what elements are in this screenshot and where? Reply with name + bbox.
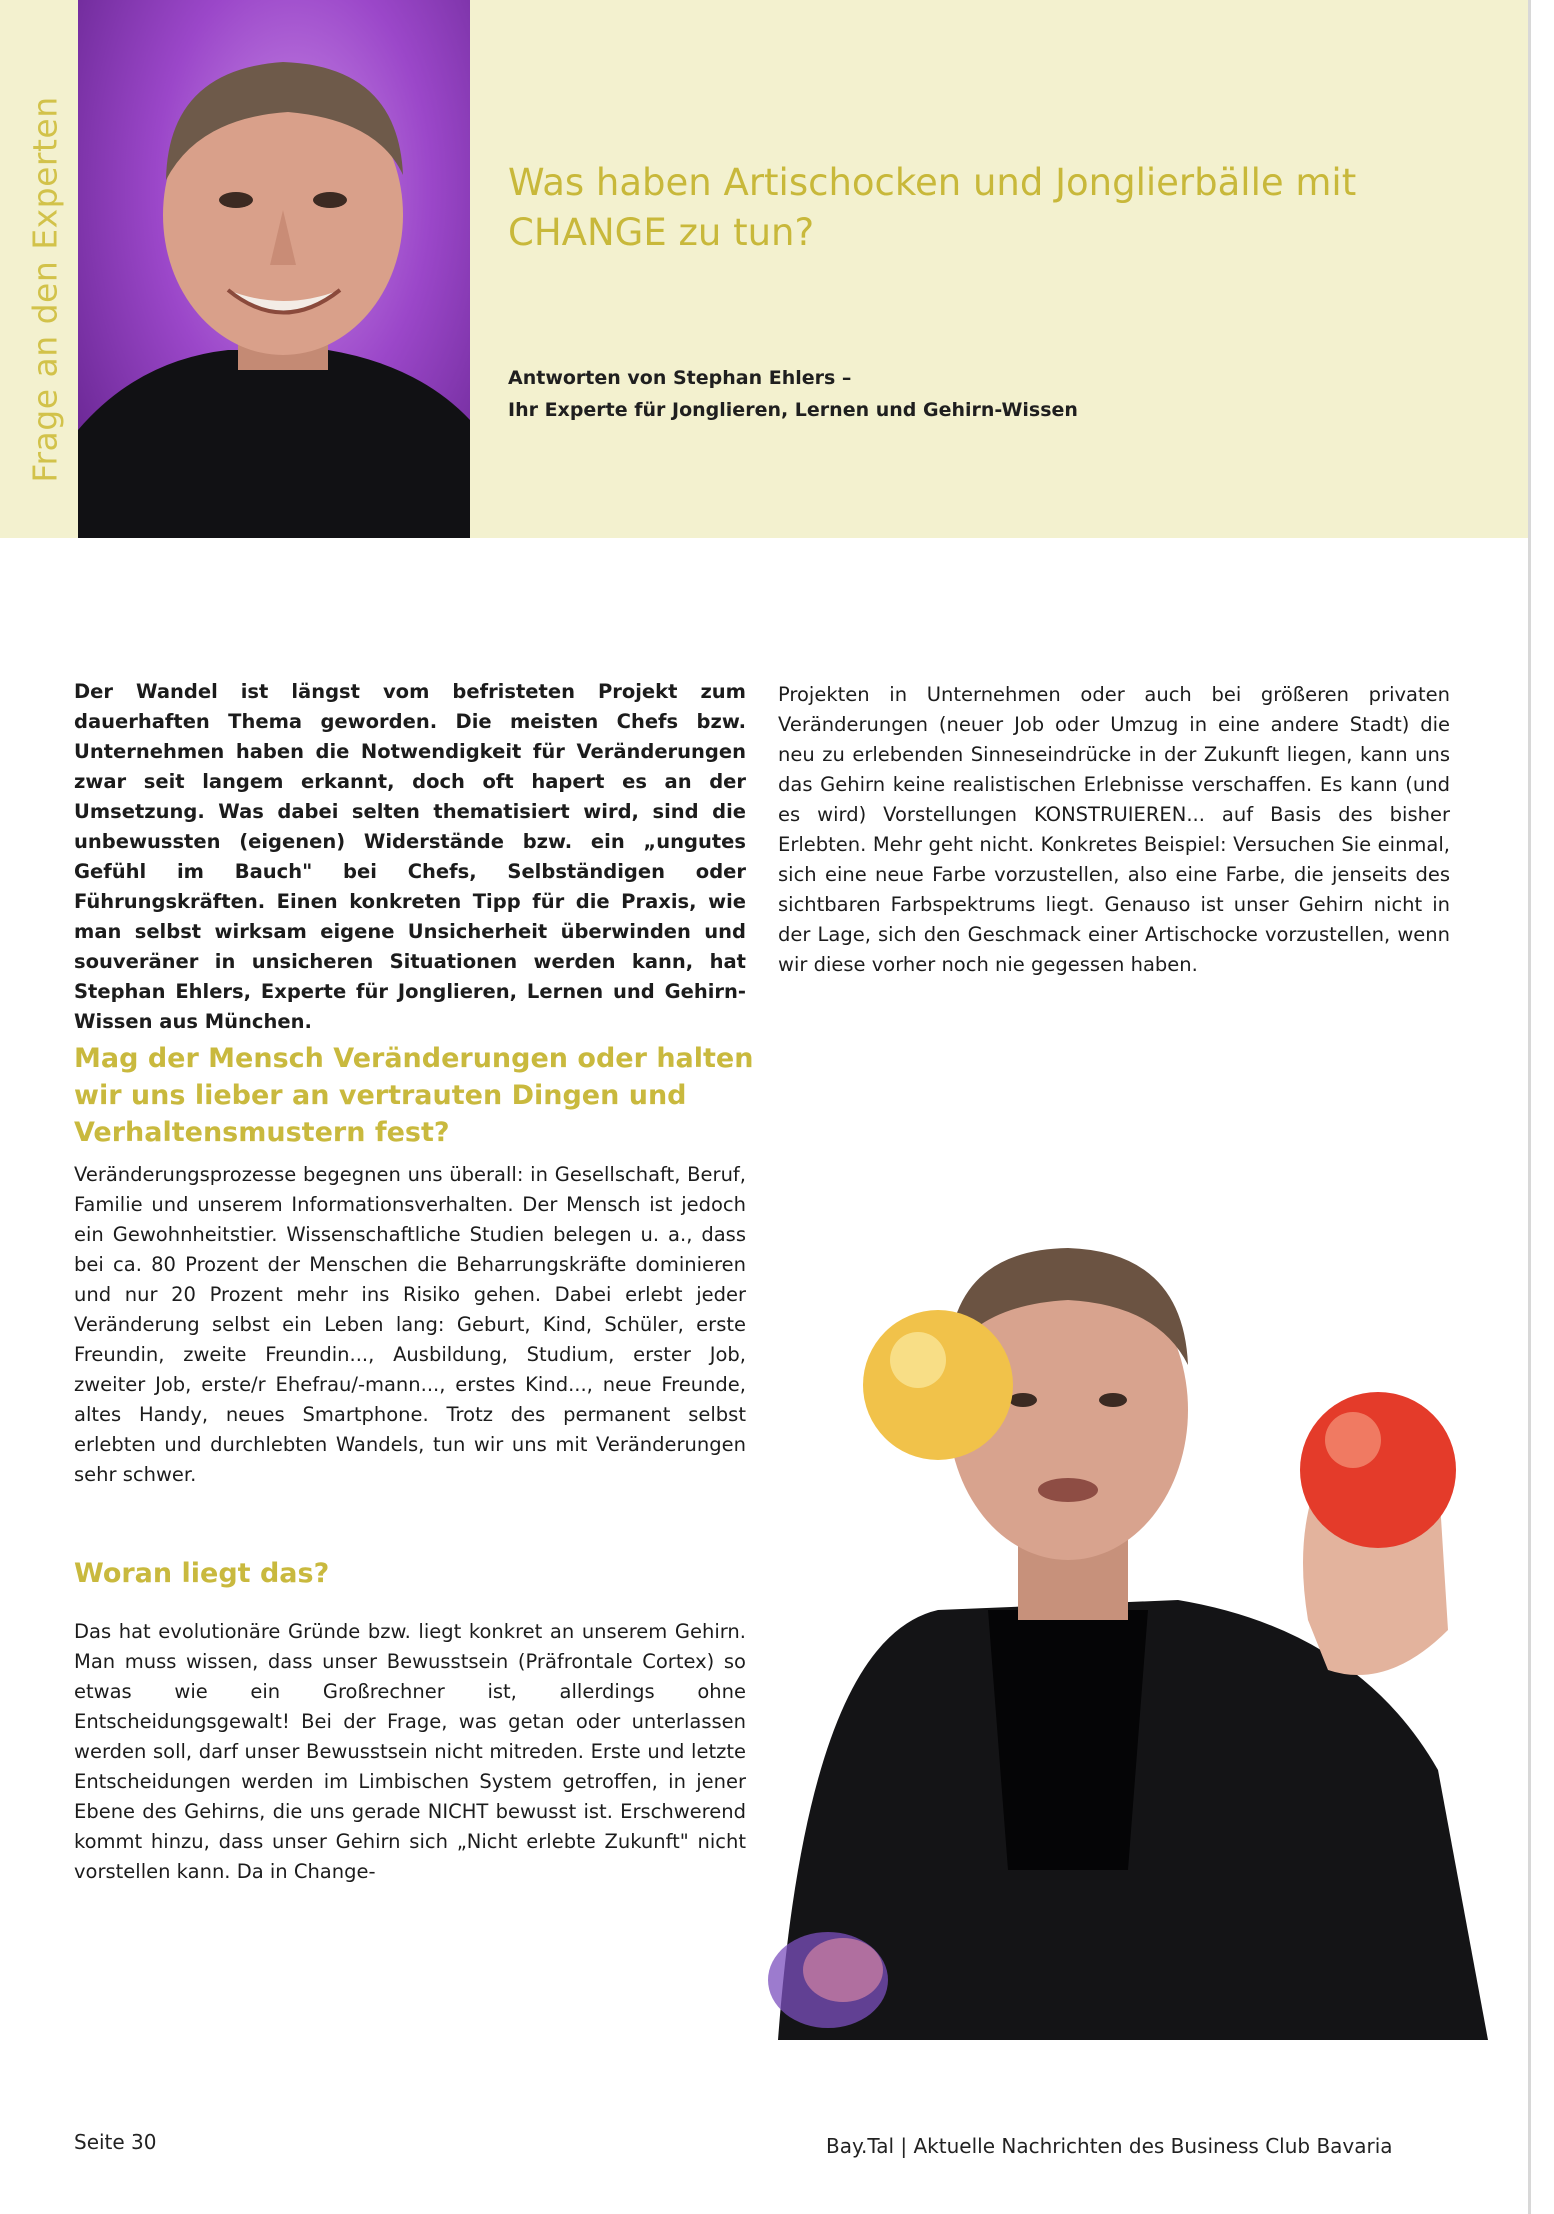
page-edge-divider [1528, 0, 1531, 2214]
juggler-photo [748, 1170, 1518, 2040]
intro-paragraph: Der Wandel ist längst vom befristeten Projekt zum dauerhaften Thema geworden. Die meisten Chefs bzw. Unternehmen haben die Notwendigkeit für Veränderungen zwar seit langem erkannt, doch oft hapert es an der Umsetzung. Was dabei selten thematisiert wird, sind die unbewussten (eigenen) Widerstände bzw. ein „ungutes Gefühl im Bauch" bei Chefs, Selbständigen oder Führungskräften. Einen konkreten Tipp für die Praxis, wie man selbst wirksam eigene Unsicherheit überwinden und souveräner in unsicheren Situationen werden kann, hat Stephan Ehlers, Experte für Jonglieren, Lernen und Gehirn-Wissen aus München. [74, 680, 746, 1033]
byline-line-2: Ihr Experte für Jonglieren, Lernen und Gehirn-Wissen [508, 399, 1078, 421]
question-1-heading: Mag der Mensch Veränderungen oder halten wir uns lieber an vertrauten Dingen und Verhaltensmustern fest? [74, 1043, 754, 1148]
headline: Was haben Artischocken und Jonglierbälle mit CHANGE zu tun? [508, 161, 1357, 254]
answer-1-paragraph: Veränderungsprozesse begegnen uns überall: in Gesellschaft, Beruf, Familie und unserem Informationsverhalten. Der Mensch ist jedoch ein Gewohnheitstier. Wissenschaftliche Studien belegen u. a., dass bei ca. 80 Prozent der Menschen die Beharrungskräfte dominieren und nur 20 Prozent mehr ins Risiko gehen. Dabei erlebt jeder Veränderung selbst ein Leben lang: Geburt, Kind, Schüler, erste Freundin, zweite Freundin..., Ausbildung, Studium, erster Job, zweiter Job, erste/r Ehefrau/-mann..., erstes Kind..., neue Freunde, altes Handy, neues Smartphone. Trotz des permanent selbst erlebten und durchlebten Wandels, tun wir uns mit Veränderungen sehr schwer. [74, 1163, 746, 1486]
byline [508, 362, 1408, 426]
page-number: Seite 30 [74, 2130, 157, 2154]
publication-footer: Bay.Tal | Aktuelle Nachrichten des Business Club Bavaria [826, 2134, 1393, 2158]
answer-2-continued-paragraph: Projekten in Unternehmen oder auch bei größeren privaten Veränderungen (neuer Job oder Umzug in eine andere Stadt) die neu zu erlebenden Sinneseindrücke in der Zukunft liegen, kann uns das Gehirn keine realistischen Erlebnisse verschaffen. Es kann (und es wird) Vorstellungen KONSTRUIEREN... auf Basis des bisher Erlebten. Mehr geht nicht. Konkretes Beispiel: Versuchen Sie einmal, sich eine neue Farbe vorzustellen, also eine Farbe, die jenseits des sichtbaren Farbspektrums liegt. Genauso ist unser Gehirn nicht in der Lage, sich den Geschmack einer Artischocke vorzustellen, wenn wir diese vorher noch nie gegessen haben. [778, 683, 1450, 976]
section-label [18, 40, 72, 538]
section-label-text: Frage an den Experten [25, 95, 65, 483]
question-2-heading: Woran liegt das? [74, 1558, 330, 1589]
portrait-photo [78, 0, 470, 538]
answer-2-paragraph: Das hat evolutionäre Gründe bzw. liegt konkret an unserem Gehirn. Man muss wissen, dass unser Bewusstsein (Präfrontale Cortex) so etwas wie ein Großrechner ist, allerdings ohne Entscheidungsgewalt! Bei der Frage, was getan oder unterlassen werden soll, darf unser Bewusstsein nicht mitreden. Erste und letzte Entscheidungen werden im Limbischen System getroffen, in jener Ebene des Gehirns, die uns gerade NICHT bewusst ist. Erschwerend kommt hinzu, dass unser Gehirn sich „Nicht erlebte Zukunft" nicht vorstellen kann. Da in Change- [74, 1620, 746, 1883]
byline-line-1: Antworten von Stephan Ehlers – [508, 367, 852, 389]
